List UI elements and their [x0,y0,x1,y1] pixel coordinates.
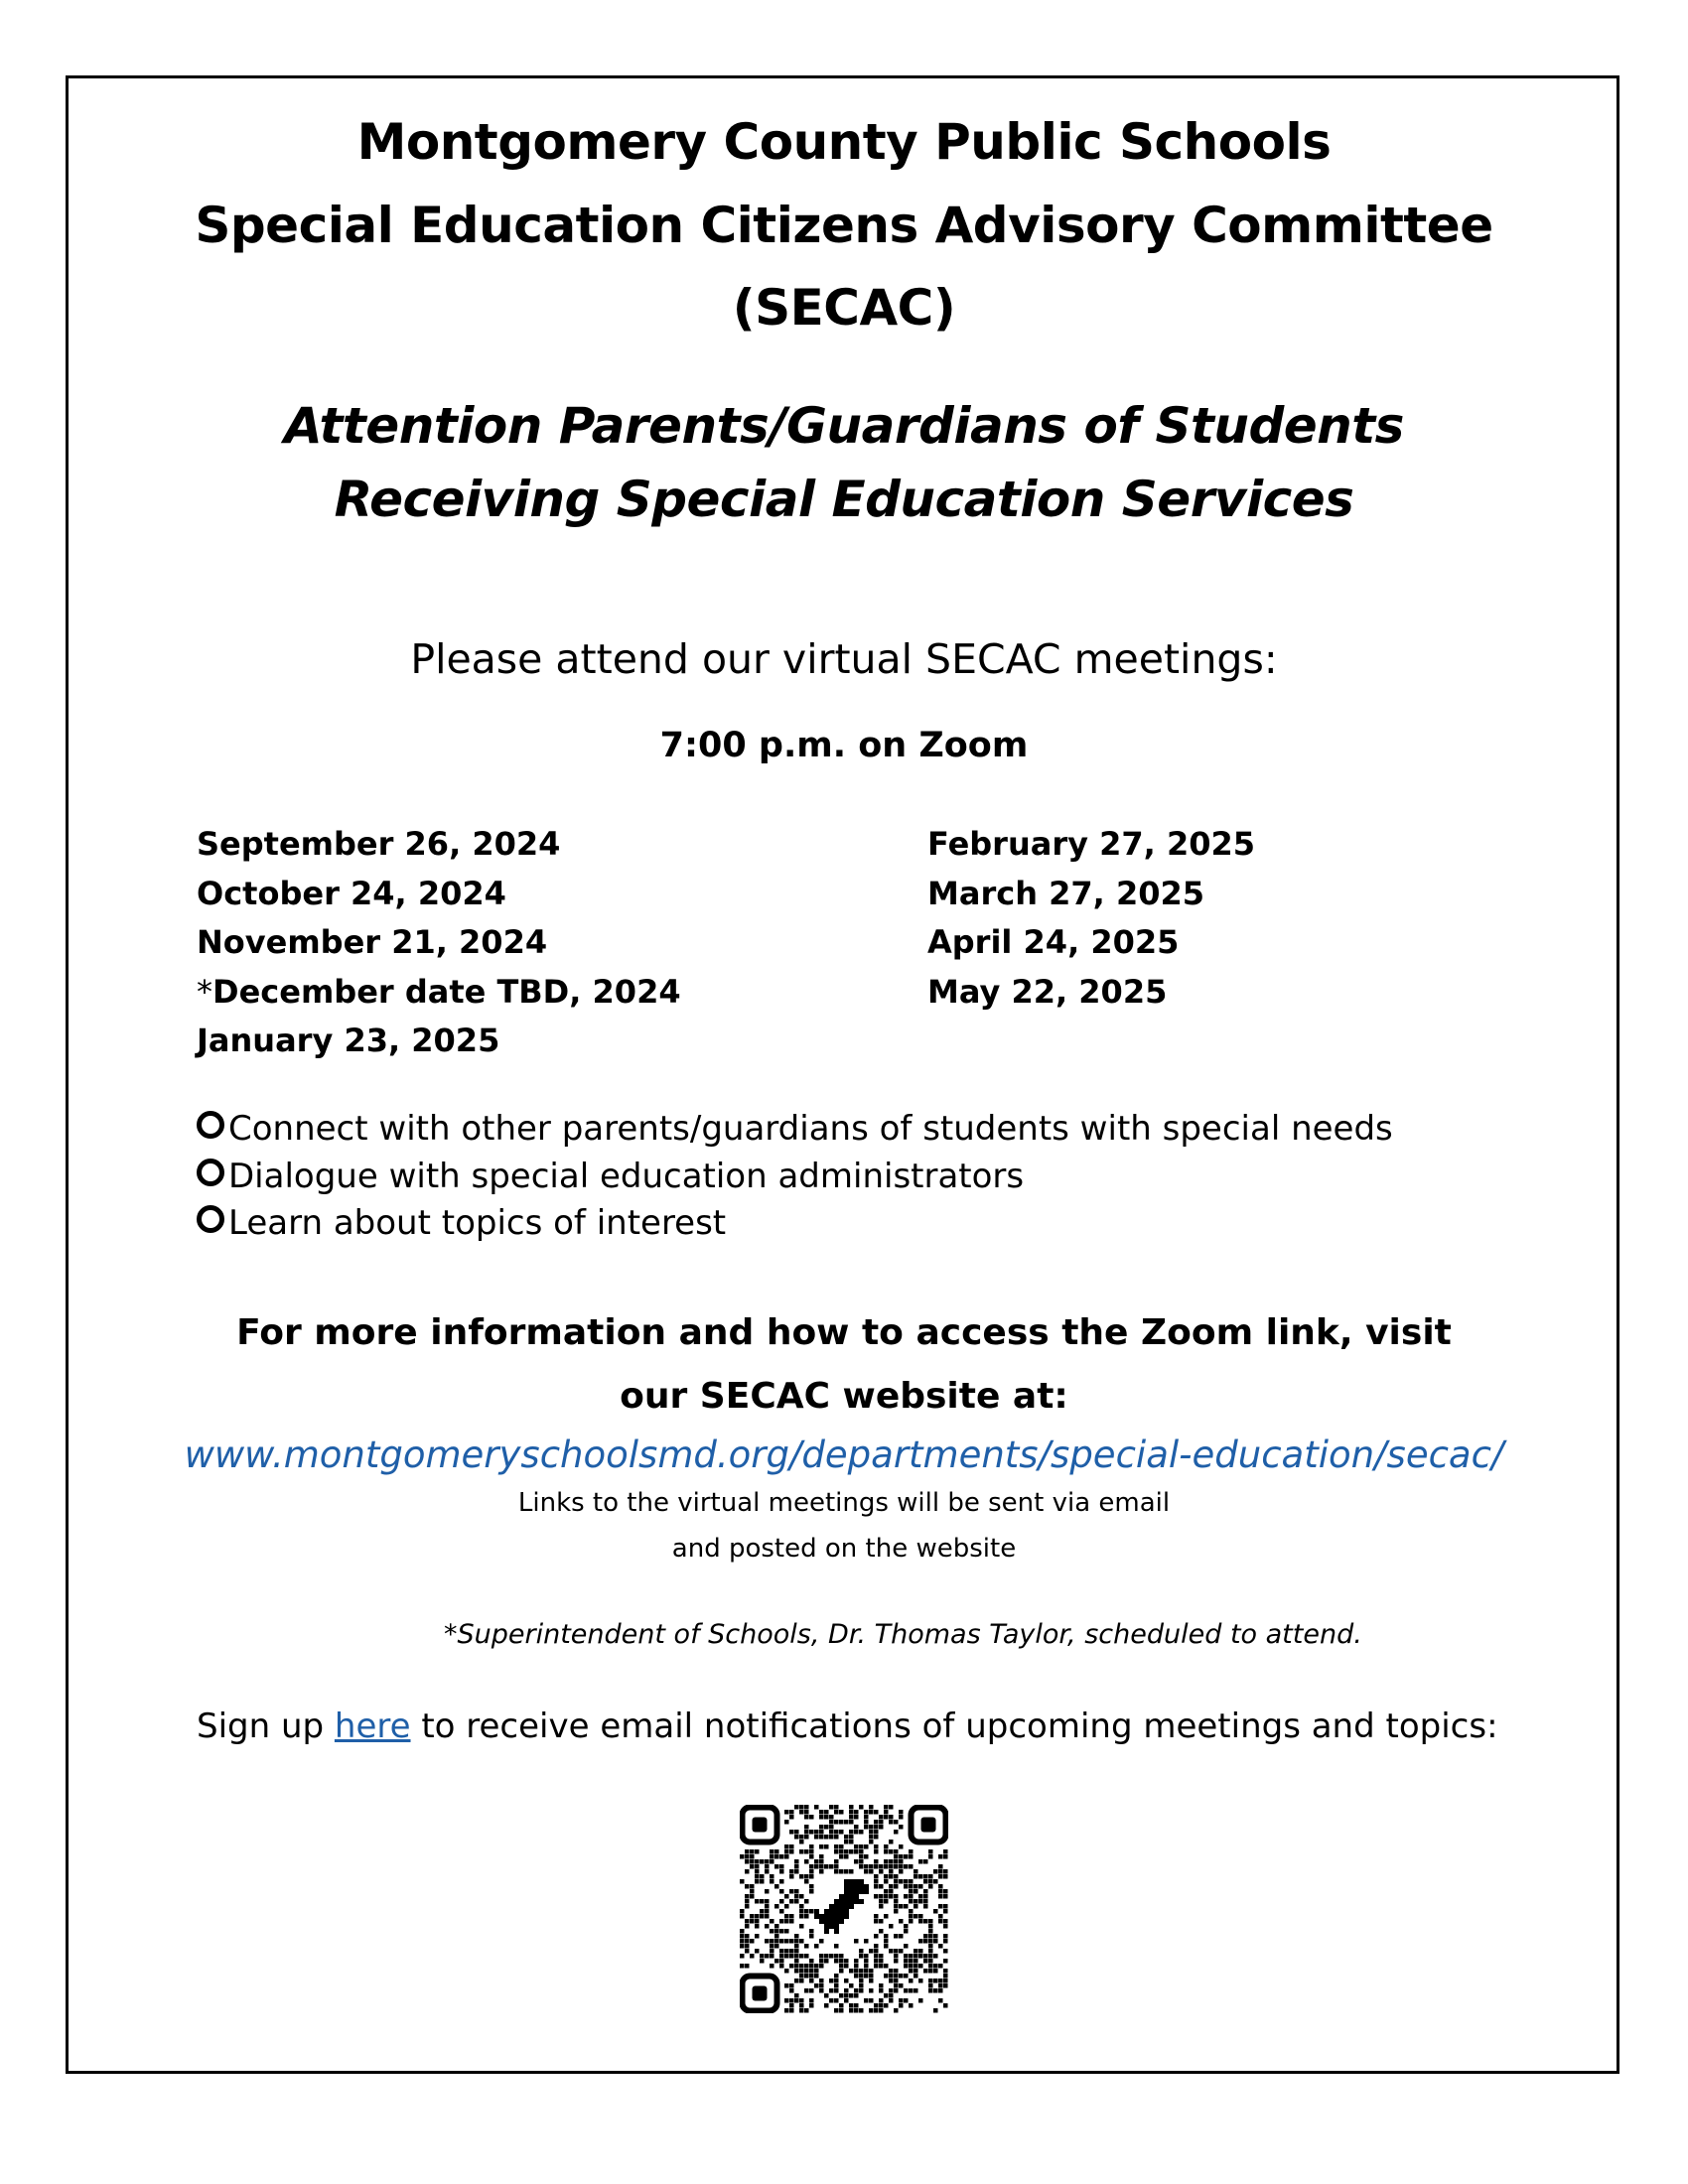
date-item: *December date TBD, 2024 [197,972,681,1011]
secac-website-link[interactable]: www.montgomeryschoolsmd.org/departments/special-education/secac/ [184,1433,1504,1476]
attention-line-2: Receiving Special Education Services [334,471,1354,528]
title-line-1: Montgomery County Public Schools [356,113,1332,171]
list-item: Learn about topics of interest [197,1200,1393,1248]
intro-text: Please attend our virtual SECAC meetings: [410,635,1278,683]
date-item: February 27, 2025 [927,825,1255,863]
page-border [66,75,1619,2074]
date-item: May 22, 2025 [927,972,1168,1011]
list-item: Dialogue with special education administrators [197,1154,1393,1201]
asterisk: * [197,972,212,1011]
signup-link[interactable]: here [334,1706,411,1746]
title-line-2: Special Education Citizens Advisory Committee [195,197,1493,254]
date-item: September 26, 2024 [197,825,561,863]
dates-left-column [197,820,681,1066]
links-note: Links to the virtual meetings will be sent via email and posted on the website [517,1488,1171,1564]
benefits-list [197,1106,1393,1248]
attention-line-1: Attention Parents/Guardians of Students [284,397,1404,455]
circle-bullet-icon [197,1159,224,1186]
date-item: March 27, 2025 [927,874,1204,912]
date-item: November 21, 2024 [197,923,548,961]
circle-bullet-icon [197,1205,224,1233]
meeting-time: 7:00 p.m. on Zoom [659,726,1029,765]
list-item: Connect with other parents/guardians of students with special needs [197,1106,1393,1154]
date-item: October 24, 2024 [197,874,506,912]
dates-right-column [927,820,1255,1017]
circle-bullet-icon [197,1111,224,1139]
more-info: For more information and how to access the Zoom link, visit our SECAC website at: [236,1312,1452,1417]
signup-text: Sign up here to receive email notifications of upcoming meetings and topics: [197,1706,1498,1746]
date-item: April 24, 2025 [927,923,1180,961]
superintendent-note: *Superintendent of Schools, Dr. Thomas Taylor, scheduled to attend. [444,1619,1362,1650]
title-line-3: (SECAC) [732,279,956,337]
qr-code-icon[interactable] [740,1805,948,2013]
date-item: January 23, 2025 [197,1022,500,1059]
